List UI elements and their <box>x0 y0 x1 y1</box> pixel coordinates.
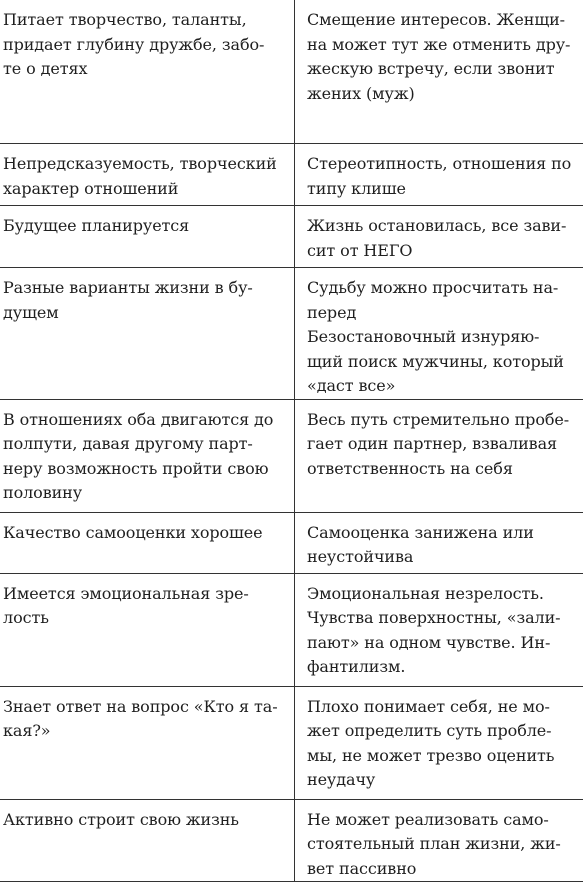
right-cell <box>295 686 583 799</box>
cell-text-line: Качество самооценки хорошее <box>3 521 290 546</box>
cell-text-line: ответственность на себя <box>307 457 583 482</box>
table-row <box>0 686 583 799</box>
cell-text-line: те о детях <box>3 57 290 82</box>
cell-text-line: Безостановочный изнуряю- <box>307 325 583 350</box>
cell-text-line: жескую встречу, если звонит <box>307 57 583 82</box>
left-cell <box>0 206 295 268</box>
left-cell <box>0 573 295 686</box>
right-cell <box>295 399 583 512</box>
left-cell <box>0 0 295 144</box>
cell-text-line: Судьбу можно просчитать на- <box>307 276 583 301</box>
cell-text-line: характер отношений <box>3 177 290 202</box>
cell-text-line: половину <box>3 481 290 506</box>
cell-text-line: Непредсказуемость, творческий <box>3 152 290 177</box>
cell-text-line: Не может реализовать само- <box>307 808 583 833</box>
left-cell <box>0 399 295 512</box>
table-row <box>0 512 583 573</box>
cell-text-line: Смещение интересов. Женщи- <box>307 8 583 33</box>
right-cell <box>295 268 583 400</box>
cell-text-line: Чувства поверхностны, «зали- <box>307 606 583 631</box>
cell-text-line: кая?» <box>3 719 290 744</box>
cell-text-line: Самооценка занижена или <box>307 521 583 546</box>
table-row <box>0 573 583 686</box>
cell-text-line: на может тут же отменить дру- <box>307 33 583 58</box>
cell-text-line: Эмоциональная незрелость. <box>307 582 583 607</box>
cell-text-line: щий поиск мужчины, который <box>307 350 583 375</box>
table-row <box>0 399 583 512</box>
cell-text-line: гает один партнер, взваливая <box>307 432 583 457</box>
cell-text-line: мы, не может трезво оценить <box>307 744 583 769</box>
cell-text-line: Будущее планируется <box>3 214 290 239</box>
right-cell <box>295 144 583 206</box>
table-row <box>0 144 583 206</box>
cell-text-line: «даст все» <box>307 374 583 399</box>
cell-text-line: типу клише <box>307 177 583 202</box>
right-cell <box>295 799 583 882</box>
cell-text-line: Активно строит свою жизнь <box>3 808 290 833</box>
left-cell <box>0 799 295 882</box>
cell-text-line: дущем <box>3 301 290 326</box>
cell-text-line: полпути, давая другому парт- <box>3 432 290 457</box>
cell-text-line: сит от НЕГО <box>307 239 583 264</box>
cell-text-line: фантилизм. <box>307 655 583 680</box>
cell-text-line: Имеется эмоциональная зре- <box>3 582 290 607</box>
cell-text-line: лость <box>3 606 290 631</box>
left-cell <box>0 512 295 573</box>
cell-text-line: неру возможность пройти свою <box>3 457 290 482</box>
table-row <box>0 268 583 400</box>
cell-text-line: придает глубину дружбе, забо- <box>3 33 290 58</box>
right-cell <box>295 0 583 144</box>
right-cell <box>295 512 583 573</box>
cell-text-line: стоятельный план жизни, жи- <box>307 832 583 857</box>
cell-text-line: жених (муж) <box>307 82 583 107</box>
cell-text-line: жет определить суть пробле- <box>307 719 583 744</box>
cell-text-line: Весь путь стремительно пробе- <box>307 408 583 433</box>
cell-text-line: В отношениях оба двигаются до <box>3 408 290 433</box>
right-cell <box>295 573 583 686</box>
cell-text-line: Разные варианты жизни в бу- <box>3 276 290 301</box>
cell-text-line: вет пассивно <box>307 857 583 882</box>
cell-text-line: Стереотипность, отношения по <box>307 152 583 177</box>
cell-text-line: перед <box>307 301 583 326</box>
cell-text-line: пают» на одном чувстве. Ин- <box>307 631 583 656</box>
cell-text-line: неустойчива <box>307 545 583 570</box>
right-cell <box>295 206 583 268</box>
cell-text-line: неудачу <box>307 768 583 793</box>
left-cell <box>0 144 295 206</box>
table-row <box>0 0 583 144</box>
table-row <box>0 206 583 268</box>
cell-text-line: Плохо понимает себя, не мо- <box>307 695 583 720</box>
cell-text-line: Жизнь остановилась, все зави- <box>307 214 583 239</box>
left-cell <box>0 268 295 400</box>
cell-text-line: Питает творчество, таланты, <box>3 8 290 33</box>
left-cell <box>0 686 295 799</box>
cell-text-line: Знает ответ на вопрос «Кто я та- <box>3 695 290 720</box>
table-row <box>0 799 583 882</box>
